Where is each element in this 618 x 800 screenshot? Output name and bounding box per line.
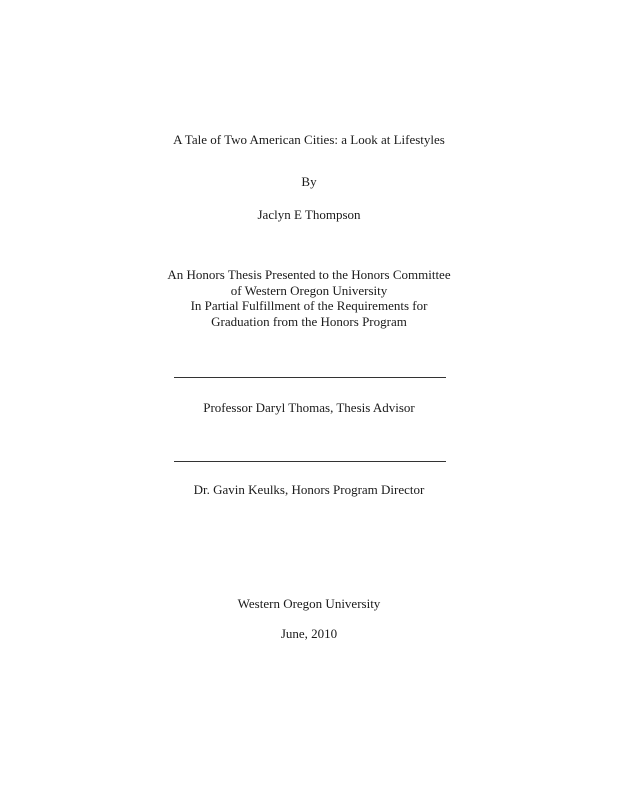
signature-line — [174, 377, 446, 378]
by-label: By — [301, 174, 317, 189]
date: June, 2010 — [280, 626, 338, 641]
director-signature-name: Dr. Gavin Keulks, Honors Program Director — [193, 482, 425, 497]
signature-line — [174, 461, 446, 462]
author-name: Jaclyn E Thompson — [257, 207, 361, 222]
advisor-signature-name: Professor Daryl Thomas, Thesis Advisor — [203, 400, 415, 415]
statement-line: of Western Oregon University — [230, 283, 388, 298]
statement-line: Graduation from the Honors Program — [211, 314, 407, 329]
statement-line: In Partial Fulfillment of the Requirements for — [190, 298, 428, 313]
institution: Western Oregon University — [237, 596, 381, 611]
thesis-title: A Tale of Two American Cities: a Look at Lifestyles — [173, 132, 445, 147]
statement-line: An Honors Thesis Presented to the Honors Committee — [167, 267, 451, 282]
